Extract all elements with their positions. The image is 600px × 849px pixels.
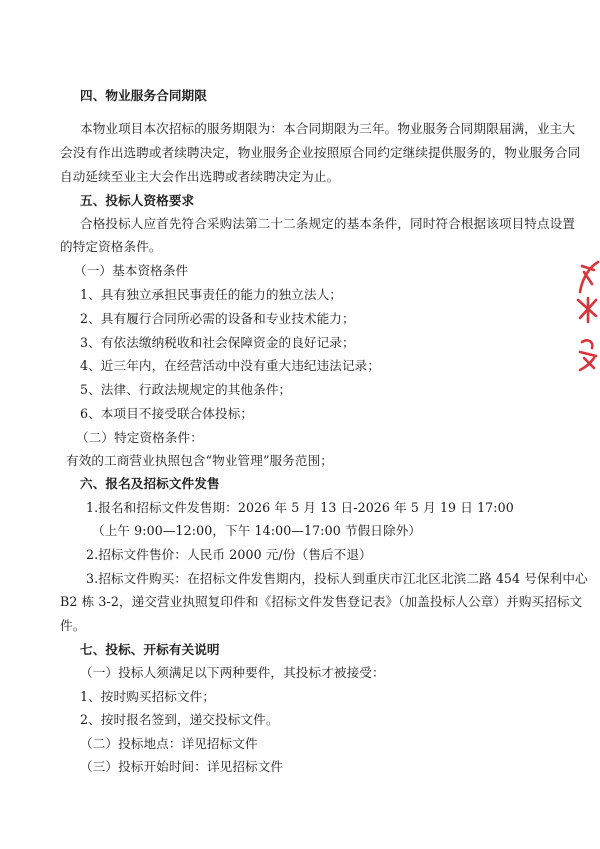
bid-start-time: （三）投标开始时间：详见招标文件 (80, 759, 284, 774)
section-7-heading: 七、投标、开标有关说明 (80, 642, 220, 657)
purchase-info-line-3: 件。 (60, 618, 86, 633)
seal-stamp-icon (574, 258, 600, 378)
bid-requirement-item: 2、按时报名签到，递交投标文件。 (80, 712, 279, 727)
bid-requirement-item: 1、按时购买招标文件； (80, 689, 216, 704)
basic-qualification-item: 4、近三年内，在经营活动中没有重大违纪违法记录； (80, 358, 381, 373)
sale-period: 1.报名和招标文件发售期：2026 年 5 月 13 日-2026 年 5 月 19 日 17:00 (86, 500, 514, 515)
section-4-heading: 四、物业服务合同期限 (80, 88, 207, 103)
section-5-paragraph-line-1: 合格投标人应首先符合采购法第二十二条规定的基本条件，同时符合根据该项目特点设置 (80, 216, 576, 231)
special-qualification-title: （二）特定资格条件： (76, 430, 203, 445)
section-5-paragraph-line-2: 的特定资格条件。 (60, 239, 162, 254)
section-4-paragraph-line-2: 会没有作出选聘或者续聘决定，物业服务企业按照原合同约定继续提供服务的，物业服务合同 (60, 145, 581, 160)
special-qualification-text: 有效的工商营业执照包含“物业管理”服务范围； (66, 453, 333, 468)
section-4-paragraph-line-3: 自动延续至业主大会作出选聘或者续聘决定为止。 (60, 169, 340, 184)
bid-location: （二）投标地点：详见招标文件 (80, 736, 258, 751)
sale-hours-note: （上午 9:00—12:00，下午 14:00—17:00 节假日除外） (92, 523, 422, 538)
section-5-heading: 五、投标人资格要求 (80, 193, 195, 208)
basic-qualification-item: 1、具有独立承担民事责任的能力的独立法人； (80, 287, 342, 302)
section-6-heading: 六、报名及招标文件发售 (80, 476, 220, 491)
purchase-info-line-2: B2 栋 3-2，递交营业执照复印件和《招标文件发售登记表》（加盖投标人公章）并购买招标文 (60, 594, 583, 609)
basic-qualification-title: （一）基本资格条件 (74, 263, 189, 278)
section-4-paragraph-line-1: 本物业项目本次招标的服务期限为：本合同期限为三年。物业服务合同期限届满，业主大 (80, 121, 576, 136)
basic-qualification-item: 2、具有履行合同所必需的设备和专业技术能力； (80, 311, 355, 326)
document-price: 2.招标文件售价：人民币 2000 元/份（售后不退） (86, 547, 372, 562)
basic-qualification-item: 6、本项目不接受联合体投标； (80, 406, 254, 421)
basic-qualification-item: 3、有依法缴纳税收和社会保障资金的良好记录； (80, 335, 355, 350)
purchase-info-line-1: 3.招标文件购买：在招标文件发售期内，投标人到重庆市江北区北滨二路 454 号保利中心 (86, 571, 588, 586)
bid-requirements-title: （一）投标人须满足以下两种要件，其投标才被接受： (80, 665, 385, 680)
basic-qualification-item: 5、法律、行政法规规定的其他条件； (80, 382, 292, 397)
